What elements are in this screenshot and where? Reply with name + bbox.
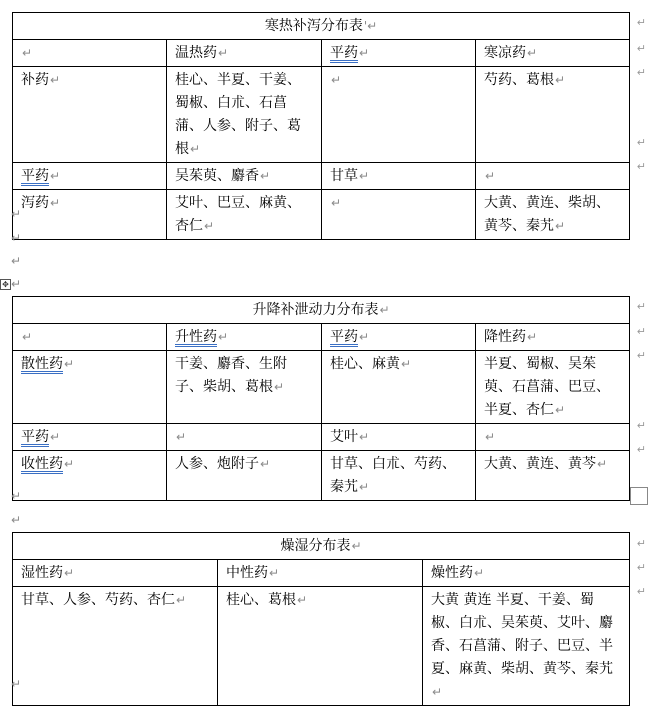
cell-value: 艾叶 (330, 429, 358, 445)
table-row (13, 67, 630, 163)
row-end-mark: ↵ (636, 585, 646, 598)
table-row (13, 351, 630, 424)
table-cell[interactable]: 桂心、麻黄↵ (322, 351, 476, 424)
table-title-row (13, 533, 630, 560)
cell-value: 甘草 (330, 168, 358, 184)
table-resize-handle[interactable] (630, 487, 648, 505)
cell-value: 大黄、黄连、黄芩 (484, 456, 596, 472)
row-header: 泻药 (21, 195, 49, 211)
table-header-row (13, 324, 630, 351)
row-end-mark: ↵ (636, 16, 646, 29)
table-cell[interactable]: 寒凉药↵ (476, 40, 630, 67)
column-header: 寒凉药 (484, 45, 526, 61)
cell-value: 大黄 黄连 半夏、干姜、蜀椒、白朮、吴茱萸、艾叶、麝香、石菖蒲、附子、巴豆、半夏、麻黄、柴胡、黄芩、秦艽 (431, 592, 613, 677)
row-header: 收性药 (21, 456, 63, 472)
cell-value: 桂心、麻黄 (330, 356, 400, 372)
table-header-row (13, 560, 630, 587)
table-cell[interactable]: 半夏、蜀椒、吴茱萸、石菖蒲、巴豆、半夏、杏仁↵ (476, 351, 630, 424)
column-header: 降性药 (484, 329, 526, 345)
table-cell[interactable]: 降性药↵ (476, 324, 630, 351)
table-cell[interactable]: 人参、炮附子↵ (167, 451, 322, 501)
table-cell[interactable]: 大黄、黄连、柴胡、黄芩、秦艽↵ (476, 190, 630, 240)
table-cell[interactable]: ↵ (167, 424, 322, 451)
column-header: 升性药 (175, 329, 217, 345)
table-cell[interactable]: 升性药↵ (167, 324, 322, 351)
table-cell[interactable]: 平药↵ (322, 324, 476, 351)
table-title-row (13, 297, 630, 324)
row-end-mark: ↵ (636, 160, 646, 173)
empty-paragraph-mark[interactable]: ↵ (11, 207, 22, 221)
table-cell[interactable]: ↵ (13, 40, 167, 67)
cell-value: 甘草、人参、芍药、杏仁 (21, 592, 175, 608)
table-cell[interactable]: 温热药↵ (167, 40, 322, 67)
table-cell[interactable]: 桂心、半夏、干姜、蜀椒、白朮、石菖蒲、人参、附子、葛根↵ (167, 67, 322, 163)
table-title: 寒热补泻分布表 (264, 18, 363, 34)
table-cell[interactable]: 收性药↵ (13, 451, 167, 501)
table-cell[interactable]: 桂心、葛根↵ (218, 587, 423, 706)
cell-value: 芍药、葛根 (484, 72, 554, 88)
table-cell[interactable]: ↵ (13, 324, 167, 351)
cell-value: 大黄、黄连、柴胡、黄芩、秦艽 (484, 195, 610, 234)
table-cell[interactable]: 艾叶↵ (322, 424, 476, 451)
row-header: 平药 (21, 168, 49, 184)
row-end-mark: ↵ (636, 349, 646, 362)
cell-value: 桂心、葛根 (226, 592, 296, 608)
table-title-cell[interactable]: 燥湿分布表↵ (13, 533, 630, 560)
table-cell[interactable]: 补药↵ (13, 67, 167, 163)
table-cell[interactable]: 大黄、黄连、黄芩↵ (476, 451, 630, 501)
table-row (13, 424, 630, 451)
empty-paragraph-mark[interactable]: ↵ (11, 489, 22, 503)
table-title-cell[interactable]: 寒热补泻分布表'↵ (13, 13, 630, 40)
cell-value: 干姜、麝香、生附子、柴胡、葛根 (175, 356, 287, 395)
table-cell[interactable]: 大黄 黄连 半夏、干姜、蜀椒、白朮、吴茱萸、艾叶、麝香、石菖蒲、附子、巴豆、半夏、麻黄、柴胡、黄芩、秦艽↵ (423, 587, 630, 706)
row-end-mark: ↵ (636, 537, 646, 550)
table-cell[interactable]: ↵ (476, 163, 630, 190)
table-cell[interactable]: 泻药↵ (13, 190, 167, 240)
cell-value: 半夏、蜀椒、吴茱萸、石菖蒲、巴豆、半夏、杏仁 (484, 356, 610, 418)
row-header: 散性药 (21, 356, 63, 372)
column-header: 平药 (330, 329, 358, 345)
row-header: 平药 (21, 429, 49, 445)
row-end-mark: ↵ (636, 42, 646, 55)
table-cell[interactable]: 芍药、葛根↵ (476, 67, 630, 163)
column-header: 温热药 (175, 45, 217, 61)
table-cell[interactable]: ↵ (476, 424, 630, 451)
row-end-mark: ↵ (636, 136, 646, 149)
cell-value: 桂心、半夏、干姜、蜀椒、白朮、石菖蒲、人参、附子、葛根 (175, 72, 301, 157)
row-end-mark: ↵ (636, 66, 646, 79)
table-title: 燥湿分布表 (280, 538, 351, 554)
row-end-mark: ↵ (636, 561, 646, 574)
ascend-descend-table (12, 296, 630, 501)
table-cell[interactable]: 干姜、麝香、生附子、柴胡、葛根↵ (167, 351, 322, 424)
empty-paragraph-mark[interactable]: ↵ (11, 677, 22, 691)
cell-value: 人参、炮附子 (175, 456, 259, 472)
table-cell[interactable]: 平药↵ (13, 163, 167, 190)
table-move-handle-icon[interactable]: ✥ (0, 279, 11, 290)
row-end-mark: ↵ (636, 300, 646, 313)
row-end-mark: ↵ (636, 419, 646, 432)
row-header: 补药 (21, 72, 49, 88)
cell-value: 艾叶、巴豆、麻黄、杏仁 (175, 195, 301, 234)
column-header: 湿性药 (21, 565, 63, 581)
column-header: 中性药 (226, 565, 268, 581)
table-header-row (13, 40, 630, 67)
row-end-mark: ↵ (636, 443, 646, 456)
table-cell[interactable]: 吴茱萸、麝香↵ (167, 163, 322, 190)
cell-value: 甘草、白朮、芍药、秦艽 (330, 456, 456, 495)
table-title: 升降补泄动力分布表 (252, 302, 379, 318)
hot-cold-tonify-purge-table (12, 12, 630, 240)
table-cell[interactable]: ↵ (322, 190, 476, 240)
empty-paragraph-mark[interactable]: ↵ (11, 231, 22, 245)
table-cell[interactable]: 中性药↵ (218, 560, 423, 587)
table-title-row (13, 13, 630, 40)
table-cell[interactable]: 甘草、白朮、芍药、秦艽↵ (322, 451, 476, 501)
column-header: 平药 (330, 45, 358, 61)
table-cell[interactable]: 燥性药↵ (423, 560, 630, 587)
empty-paragraph-mark[interactable]: ↵ (11, 277, 22, 291)
dry-damp-table (12, 532, 630, 706)
table-cell[interactable]: 艾叶、巴豆、麻黄、杏仁↵ (167, 190, 322, 240)
empty-paragraph-mark[interactable]: ↵ (11, 254, 22, 268)
table-row (13, 587, 630, 706)
table-cell[interactable]: ↵ (322, 67, 476, 163)
table-cell[interactable]: 甘草↵ (322, 163, 476, 190)
table-cell[interactable]: 散性药↵ (13, 351, 167, 424)
table-row (13, 190, 630, 240)
cell-value: 吴茱萸、麝香 (175, 168, 259, 184)
row-end-mark: ↵ (636, 325, 646, 338)
table-cell[interactable]: 平药↵ (13, 424, 167, 451)
table-title-cell[interactable]: 升降补泄动力分布表↵ (13, 297, 630, 324)
table-cell[interactable]: 甘草、人参、芍药、杏仁↵ (13, 587, 218, 706)
column-header: 燥性药 (431, 565, 473, 581)
table-cell[interactable]: 湿性药↵ (13, 560, 218, 587)
table-cell[interactable]: 平药↵ (322, 40, 476, 67)
table-row (13, 451, 630, 501)
table-row (13, 163, 630, 190)
empty-paragraph-mark[interactable]: ↵ (11, 513, 22, 527)
